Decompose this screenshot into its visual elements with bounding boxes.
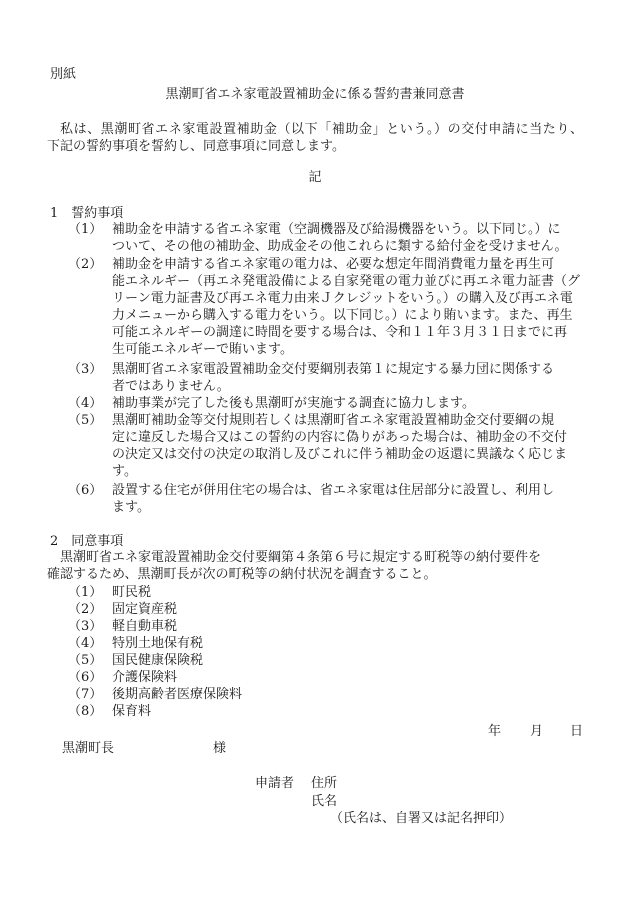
item-text: ます。 <box>112 500 150 515</box>
item-text: 定に違反した場合又はこの誓約の内容に偽りがあった場合は、補助金の不交付 <box>112 430 567 445</box>
tax-list <box>68 584 368 720</box>
pledge-item-3 <box>68 361 583 395</box>
pledge-item-4 <box>68 395 583 412</box>
list-item: （7） 後期高齢者医療保険料 <box>68 687 243 702</box>
applicant-name-label: 氏名 <box>311 794 338 809</box>
item-text: の決定又は交付の決定の取消し及びこれに伴う補助金の返還に異議なく応じま <box>112 447 568 462</box>
attachment-label: 別紙 <box>50 67 77 82</box>
item-number: （3） <box>68 362 103 377</box>
intro-paragraph <box>47 121 583 155</box>
item-text: 者ではありません。 <box>112 379 230 394</box>
ki-marker: 記 <box>308 170 322 185</box>
consent-line: 黒潮町省エネ家電設置補助金交付要綱第４条第６号に規定する町税等の納付要件を <box>60 550 542 565</box>
applicant-address-label: 住所 <box>311 776 338 791</box>
item-text: 生可能エネルギーで賄います。 <box>112 342 293 357</box>
item-number: （5） <box>68 413 103 428</box>
list-item: （6） 介護保険料 <box>68 670 178 685</box>
date-year: 年 <box>488 724 502 739</box>
item-text: 可能エネルギーの調達に時間を要する場合は、令和１１年３月３１日までに再 <box>112 325 568 340</box>
pledge-item-2 <box>68 256 583 358</box>
item-text: 補助金を申請する省エネ家電の電力は、必要な想定年間消費電力量を再生可 <box>112 257 555 272</box>
consent-line: 確認するため、黒潮町長が次の町税等の納付状況を調査すること。 <box>47 567 437 582</box>
list-item: （2） 固定資産税 <box>68 602 178 617</box>
item-text: 黒潮町補助金等交付規則若しくは黒潮町省エネ家電設置補助金交付要綱の規 <box>112 413 555 428</box>
item-text: 能エネルギー（再エネ発電設備による自家発電の電力並びに再エネ電力証書（グ <box>112 274 581 289</box>
pledge-item-1 <box>68 221 583 255</box>
document-title: 黒潮町省エネ家電設置補助金に係る誓約書兼同意書 <box>165 87 465 102</box>
list-item: （8） 保育料 <box>68 704 152 719</box>
item-number: （2） <box>68 257 103 272</box>
item-text: 補助事業が完了した後も黒潮町が実施する調査に協力します。 <box>112 396 475 411</box>
item-number: （4） <box>68 396 103 411</box>
list-item: （5） 国民健康保険税 <box>68 653 204 668</box>
item-text: 補助金を申請する省エネ家電（空調機器及び給湯機器をいう。以下同じ。）に <box>112 222 561 237</box>
addressee-honorific: 様 <box>213 741 227 756</box>
intro-line: 下記の誓約事項を誓約し、同意事項に同意します。 <box>47 139 345 154</box>
signature-note: （氏名は、自署又は記名押印） <box>330 811 513 826</box>
item-number: （6） <box>68 483 103 498</box>
list-item: （1） 町民税 <box>68 585 152 600</box>
applicant-label: 申請者 <box>255 776 295 791</box>
list-item: （4） 特別土地保有税 <box>68 636 204 651</box>
item-text: ついて、その他の補助金、助成金その他これらに類する給付金を受けません。 <box>112 239 568 254</box>
section1-heading: 1 誓約事項 <box>50 206 124 221</box>
item-text: 設置する住宅が併用住宅の場合は、省エネ家電は住居部分に設置し、利用し <box>112 483 555 498</box>
date-day: 日 <box>570 724 584 739</box>
item-text: 力メニューから購入する電力をいう。以下同じ。）により賄います。また、再生 <box>112 308 573 323</box>
pledge-item-5 <box>68 412 583 480</box>
date-month: 月 <box>530 724 544 739</box>
section2-heading: 2 同意事項 <box>50 534 124 549</box>
item-text: リーン電力証書及び再エネ電力由来Ｊクレジットをいう。）の購入及び再エネ電 <box>112 291 573 306</box>
pledge-item-6 <box>68 482 583 516</box>
item-text: す。 <box>112 464 137 479</box>
intro-line: 私は、黒潮町省エネ家電設置補助金（以下「補助金」という。）の交付申請に当たり、 <box>60 122 583 137</box>
list-item: （3） 軽自動車税 <box>68 619 178 634</box>
item-text: 黒潮町省エネ家電設置補助金交付要綱別表第１に規定する暴力団に関係する <box>112 362 555 377</box>
item-number: （1） <box>68 222 103 237</box>
addressee-name: 黒潮町長 <box>62 741 115 756</box>
consent-paragraph <box>47 549 583 583</box>
